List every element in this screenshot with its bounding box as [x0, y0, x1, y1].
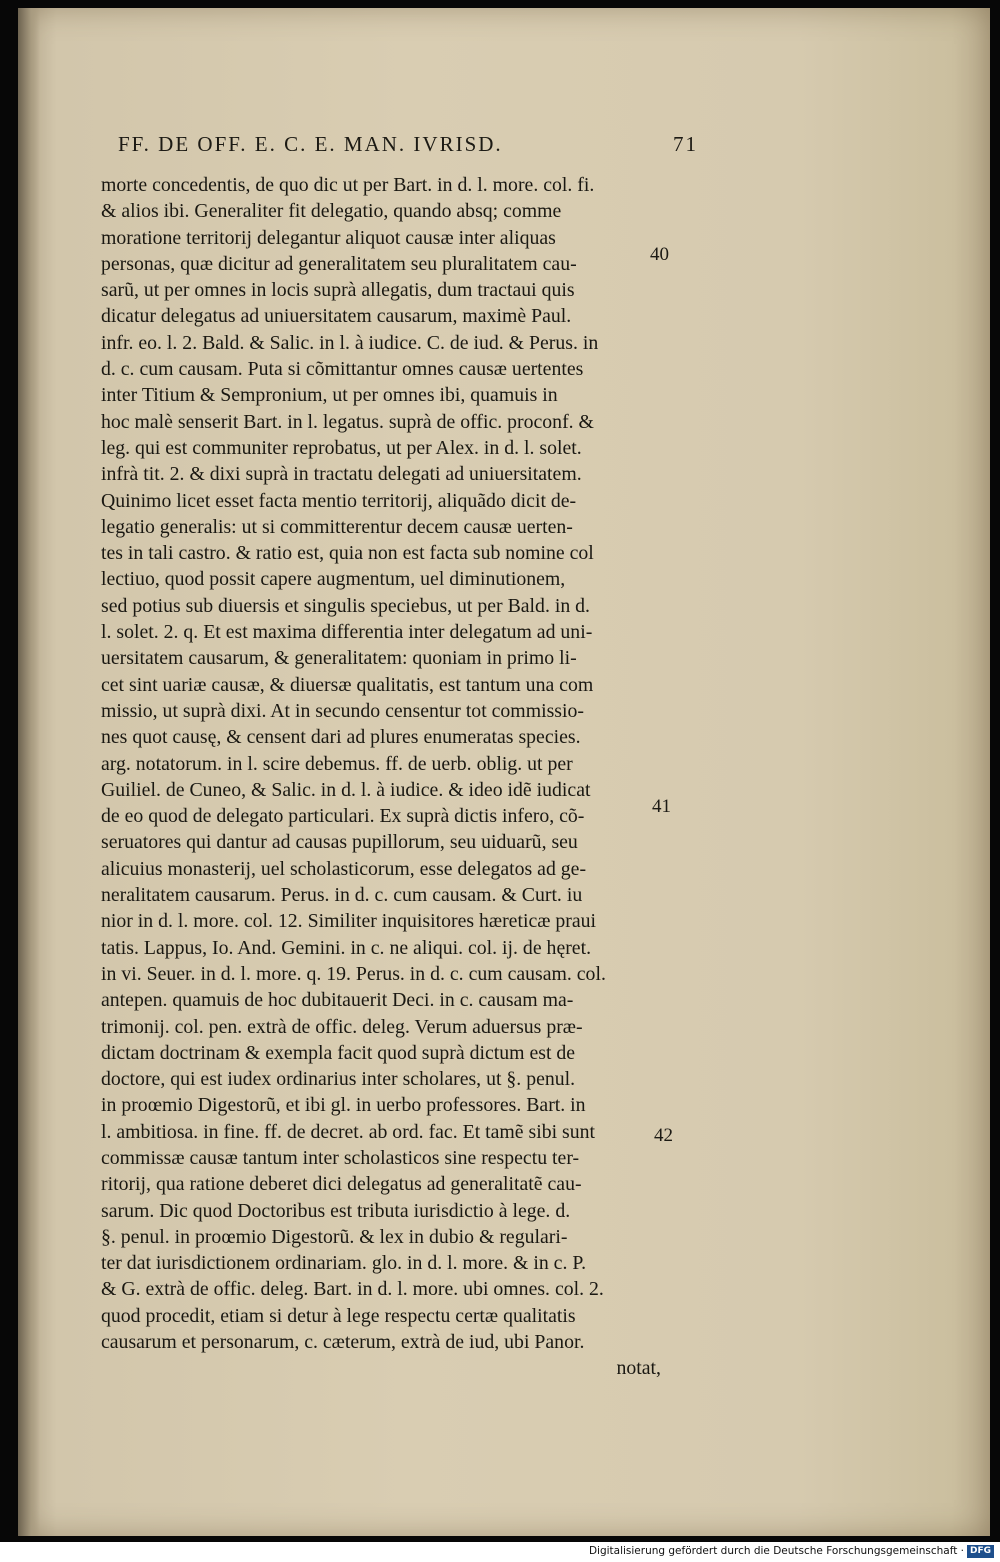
text-line: uersitatem causarum, & generalitatem: quoniam in primo li- — [101, 647, 577, 670]
text-line: leg. qui est communiter reprobatus, ut per Alex. in d. l. solet. — [101, 436, 582, 459]
margin-number: 41 — [652, 796, 671, 817]
text-line: quod procedit, etiam si detur à lege respectu certæ qualitatis — [101, 1304, 576, 1327]
running-head — [118, 132, 698, 166]
text-line: lectiuo, quod possit capere augmentum, uel diminutionem, — [101, 568, 566, 591]
text-line: de eo quod de delegato particulari. Ex suprà dictis infero, cõ- — [101, 805, 585, 828]
text-line: neralitatem causarum. Perus. in d. c. cum causam. & Curt. iu — [101, 884, 583, 907]
text-line: tatis. Lappus, Io. And. Gemini. in c. ne aliqui. col. ij. de hęret. — [101, 936, 592, 959]
text-line: sarũ, ut per omnes in locis suprà allegatis, dum tractaui quis — [101, 279, 575, 302]
text-line: nior in d. l. more. col. 12. Similiter inquisitores hæreticæ praui — [101, 910, 597, 933]
running-head-title: FF. DE OFF. E. C. E. MAN. IVRISD. — [118, 132, 503, 156]
margin-number: 40 — [650, 244, 669, 265]
text-line: l. ambitiosa. in fine. ff. de decret. ab ord. fac. Et tamẽ sibi sunt — [101, 1120, 596, 1143]
text-line: dictam doctrinam & exempla facit quod suprà dictum est de — [101, 1041, 576, 1064]
text-line: infrà tit. 2. & dixi suprà in tractatu delegati ad uniuersitatem. — [101, 463, 582, 486]
text-line: antepen. quamuis de hoc dubitauerit Deci. in c. causam ma- — [101, 989, 574, 1012]
text-line: §. penul. in proœmio Digestorũ. & lex in dubio & regulari- — [101, 1225, 568, 1248]
text-line: ritorij, qua ratione deberet dici delegatus ad generalitatẽ cau- — [101, 1173, 582, 1196]
text-line: commissæ causæ tantum inter scholasticos sine respectu ter- — [101, 1146, 580, 1169]
text-line: trimonij. col. pen. extrà de offic. deleg. Verum aduersus præ- — [101, 1015, 583, 1038]
text-line: alicuius monasterij, uel scholasticorum, esse delegatos ad ge- — [101, 857, 587, 880]
catchword: notat, — [616, 1357, 661, 1380]
text-line: seruatores qui dantur ad causas pupillorum, seu uiduarũ, seu — [101, 831, 578, 854]
text-line: Guiliel. de Cuneo, & Salic. in d. l. à iudice. & ideo idẽ iudicat — [101, 778, 591, 801]
text-line: morte concedentis, de quo dic ut per Bart. in d. l. more. col. fi. — [101, 174, 595, 196]
text-line: personas, quæ dicitur ad generalitatem seu pluralitatem cau- — [101, 252, 577, 275]
text-line: dicatur delegatus ad uniuersitatem causarum, maximè Paul. — [101, 305, 572, 328]
text-line: tes in tali castro. & ratio est, quia non est facta sub nomine col — [101, 542, 594, 565]
text-line: in vi. Seuer. in d. l. more. q. 19. Perus. in d. c. cum causam. col. — [101, 962, 606, 985]
text-line: ter dat iurisdictionem ordinariam. glo. in d. l. more. & in c. P. — [101, 1252, 587, 1275]
margin-number: 42 — [654, 1125, 673, 1146]
dfg-logo: DFG — [967, 1545, 994, 1558]
text-line: moratione territorij delegantur aliquot causæ inter aliquas — [101, 226, 556, 249]
text-line: sed potius sub diuersis et singulis speciebus, ut per Bald. in d. — [101, 594, 590, 617]
body-text — [101, 172, 661, 1382]
text-line: nes quot causę, & censent dari ad plures enumeratas species. — [101, 726, 581, 749]
text-line: l. solet. 2. q. Et est maxima differentia inter delegatum ad uni- — [101, 621, 593, 644]
text-line: hoc malè senserit Bart. in l. legatus. suprà de offic. proconf. & — [101, 410, 594, 433]
text-line: infr. eo. l. 2. Bald. & Salic. in l. à iudice. C. de iud. & Perus. in — [101, 331, 599, 354]
text-line: in proœmio Digestorũ, et ibi gl. in uerbo professores. Bart. in — [101, 1094, 586, 1117]
text-line: sarum. Dic quod Doctoribus est tributa iurisdictio à lege. d. — [101, 1199, 571, 1222]
funding-notice: Digitalisierung gefördert durch die Deutsche Forschungsgemeinschaft · — [588, 1545, 964, 1557]
text-line: doctore, qui est iudex ordinarius inter scholares, ut §. penul. — [101, 1068, 576, 1091]
page-number: 71 — [673, 132, 698, 156]
text-line: inter Titium & Sempronium, ut per omnes ibi, quamuis in — [101, 384, 558, 407]
text-line: legatio generalis: ut si committerentur decem causæ uerten- — [101, 515, 573, 538]
text-line: Quinimo licet esset facta mentio territorij, aliquãdo dicit de- — [101, 489, 577, 512]
text-line: cet sint uariæ causæ, & diuersæ qualitatis, est tantum una com — [101, 673, 594, 696]
text-line: causarum et personarum, c. cæterum, extrà de iud, ubi Panor. — [101, 1331, 585, 1354]
text-line: & alios ibi. Generaliter fit delegatio, quando absq; comme — [101, 200, 562, 223]
text-line: d. c. cum causam. Puta si cõmittantur omnes causæ uertentes — [101, 358, 584, 381]
text-line: & G. extrà de offic. deleg. Bart. in d. l. more. ubi omnes. col. 2. — [101, 1278, 604, 1301]
text-line: arg. notatorum. in l. scire debemus. ff. de uerb. oblig. ut per — [101, 752, 573, 775]
text-line: missio, ut suprà dixi. At in secundo censentur tot commissio- — [101, 699, 584, 722]
